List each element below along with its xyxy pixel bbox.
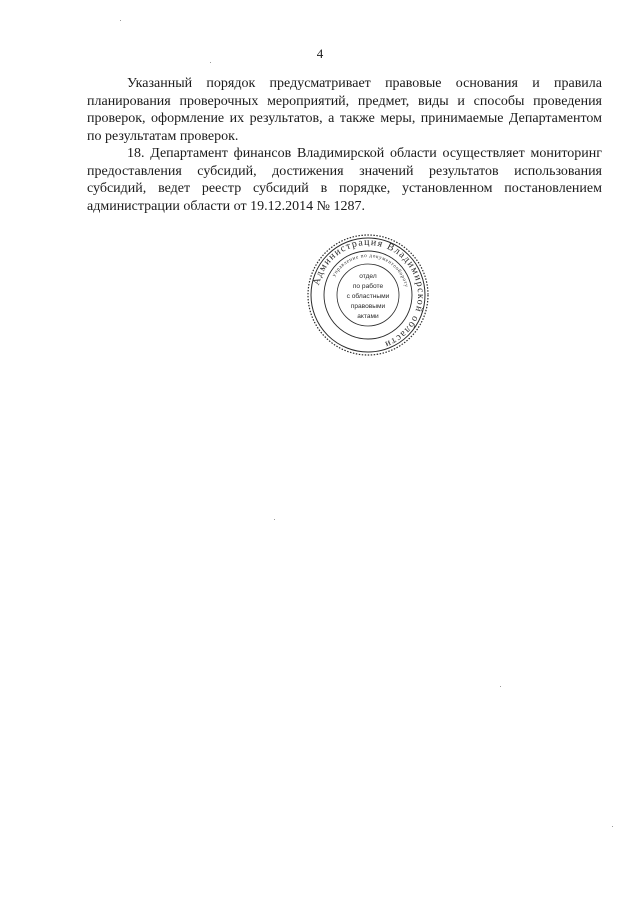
page-number: 4 — [316, 46, 324, 61]
stamp-center-line: правовыми — [350, 303, 386, 310]
document-body — [87, 75, 602, 215]
stamp-inner-text: управление по документообороту — [331, 252, 410, 289]
stamp-center-line: актами — [357, 313, 379, 320]
stamp-center-line: по работе — [352, 283, 384, 290]
stamp-graphic — [306, 233, 430, 357]
scan-speck — [210, 62, 211, 63]
scan-speck — [612, 826, 613, 827]
stamp-outer-text: Администрация Владимирской области — [310, 236, 427, 351]
paragraph: Указанный порядок предусматривает правовые основания и правила планирования проверочных мероприятий, предмет, виды и способы проведения проверок, оформление их результатов, а также меры, принимаемые Департаментом по результатам проверок. — [87, 76, 602, 144]
scan-speck — [500, 686, 501, 687]
scan-speck — [274, 519, 275, 520]
stamp-center-line: отдел — [359, 273, 377, 280]
stamp-center-line: с областными — [346, 293, 390, 300]
paragraph: 18. Департамент финансов Владимирской области осуществляет мониторинг предоставления субсидий, достижения значений результатов использования субсидий, ведет реестр субсидий в порядке, установленном постановлением администрации области от 19.12.2014 № 1287. — [87, 146, 602, 214]
scan-speck — [120, 20, 121, 21]
official-stamp — [306, 233, 430, 357]
